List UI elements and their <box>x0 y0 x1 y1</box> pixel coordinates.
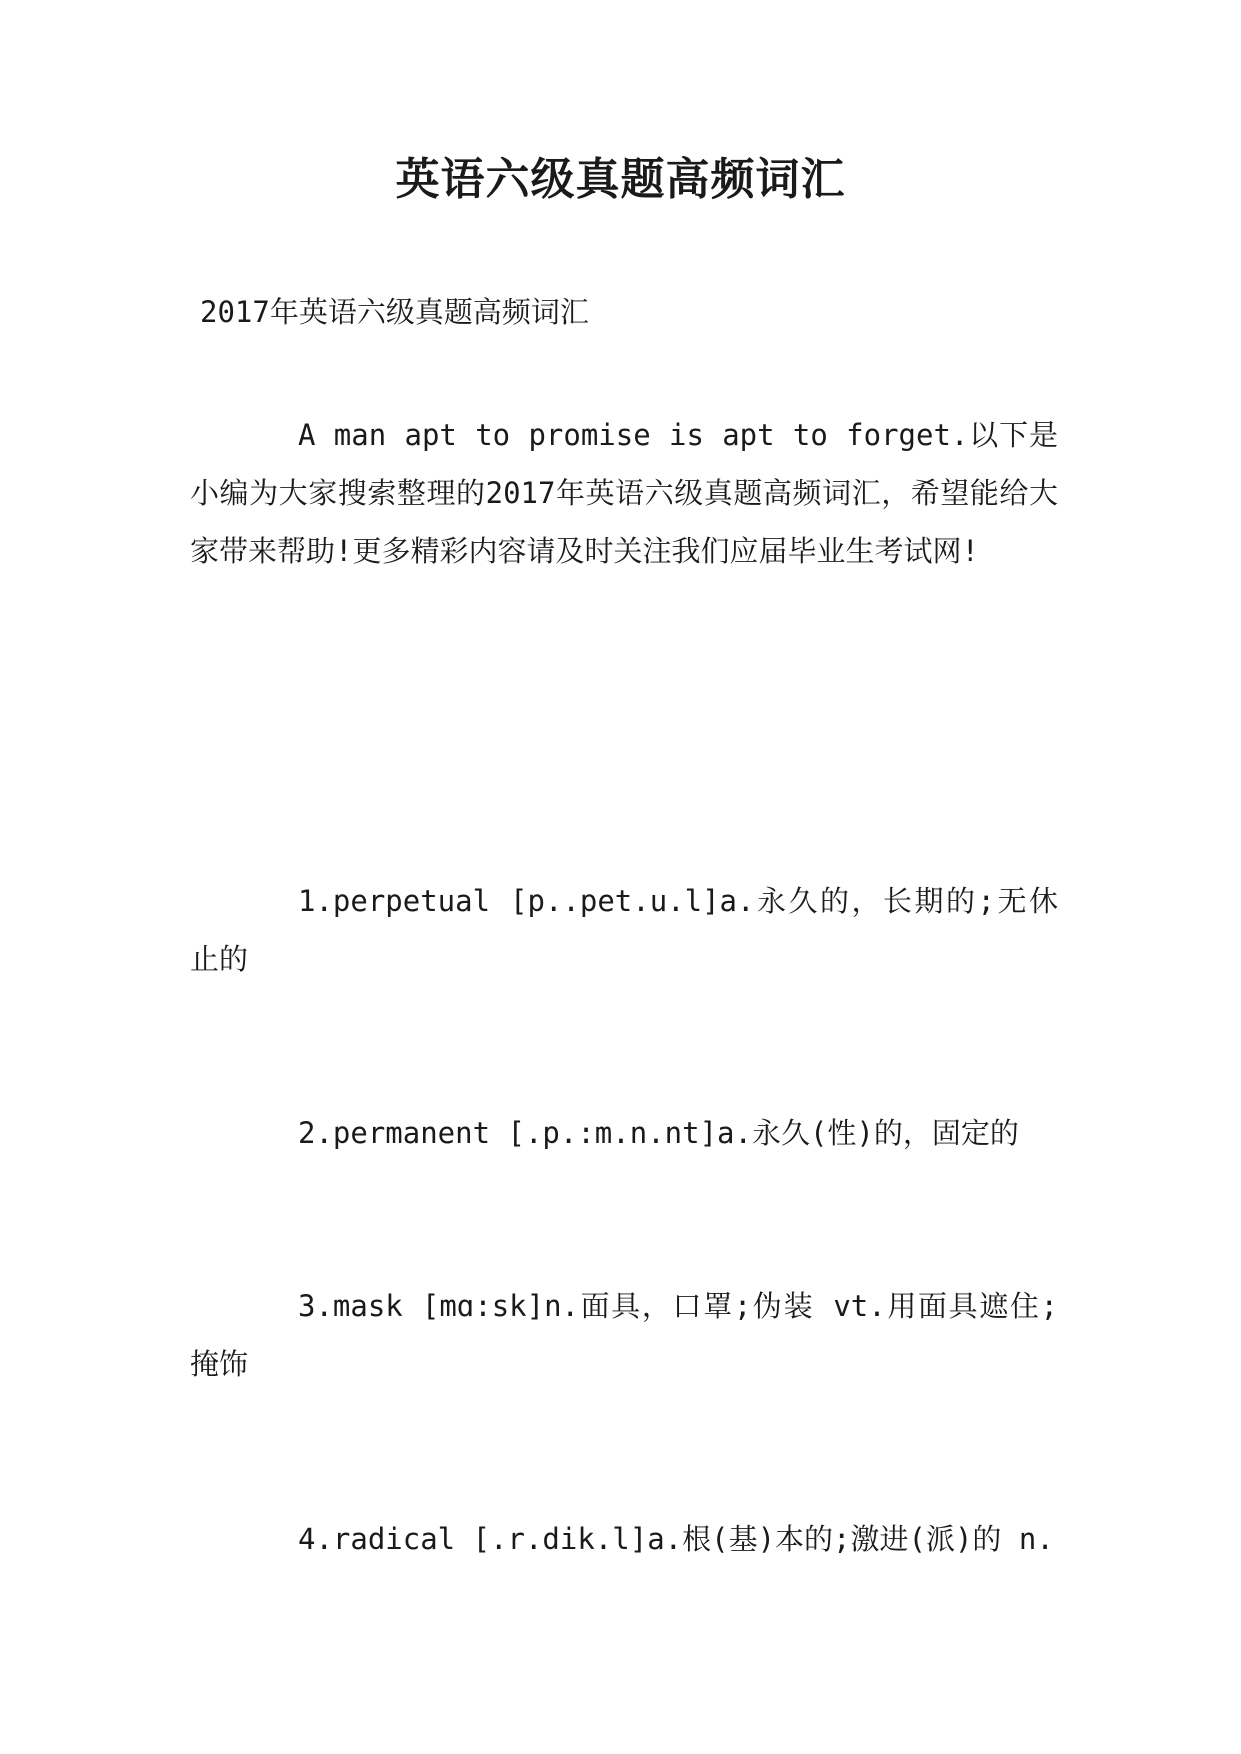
vocab-entry: 2.permanent [.p.:m.n.nt]a.永久(性)的，固定的 <box>298 1116 1019 1150</box>
intro-paragraph: A man apt to promise is apt to forget.以下是小编为大家搜索整理的2017年英语六级真题高频词汇，希望能给大家带来帮助!更多精彩内容请及时关注我们应届毕业生考试网! <box>190 418 1058 568</box>
vocab-entry: 1.perpetual [p..pet.u.l]a.永久的，长期的;无休止的 <box>190 884 1058 976</box>
document-subtitle: 2017年英语六级真题高频词汇 <box>200 295 589 329</box>
vocab-entry: 3.mask [mɑ:sk]n.面具，口罩;伪装 vt.用面具遮住;掩饰 <box>190 1289 1058 1381</box>
vocab-entry: 4.radical [.r.dik.l]a.根(基)本的;激进(派)的 n. <box>298 1522 1054 1556</box>
page-title: 英语六级真题高频词汇 <box>395 154 846 205</box>
